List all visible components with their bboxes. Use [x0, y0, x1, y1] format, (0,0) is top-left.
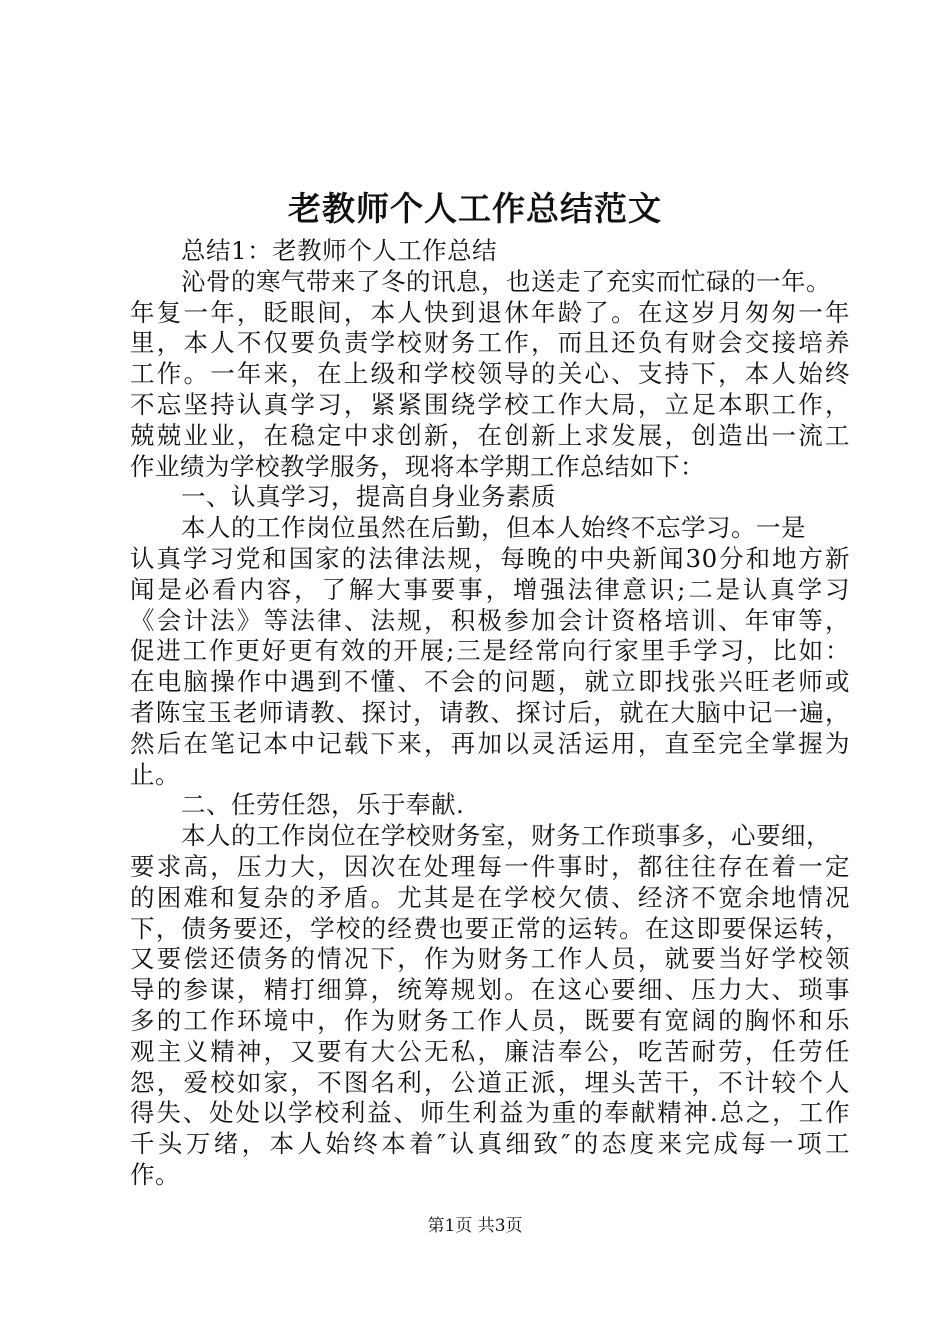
- text-line: 又要偿还债务的情况下，作为财务工作人员，就要当好学校领: [130, 944, 850, 974]
- text-line: 兢兢业业，在稳定中求创新，在创新上求发展，创造出一流工: [130, 420, 850, 450]
- text-line: 总结1：老教师个人工作总结: [181, 236, 498, 265]
- text-line: 《会计法》等法律、法规，积极参加会计资格培训、年审等，: [130, 605, 850, 635]
- text-line: 不忘坚持认真学习，紧紧围绕学校工作大局，立足本职工作，: [130, 389, 850, 419]
- document-body: [130, 236, 850, 1191]
- text-line: 二、任劳任怨，乐于奉献.: [181, 790, 465, 820]
- text-line: 怨，爱校如家，不图名利，公道正派，埋头苦干，不计较个人: [130, 1067, 850, 1097]
- text-line: 然后在笔记本中记载下来，再加以灵活运用，直至完全掌握为: [130, 728, 850, 758]
- text-line: 导的参谋，精打细算，统筹规划。在这心要细、压力大、琐事: [130, 975, 850, 1005]
- text-line: 止。: [130, 759, 180, 789]
- text-line: 多的工作环境中，作为财务工作人员，既要有宽阔的胸怀和乐: [130, 1005, 850, 1035]
- text-line: 本人的工作岗位在学校财务室，财务工作琐事多，心要细，: [181, 821, 831, 851]
- text-line: 在电脑操作中遇到不懂、不会的问题，就立即找张兴旺老师或: [130, 667, 850, 697]
- text-line: 作业绩为学校教学服务，现将本学期工作总结如下：: [130, 451, 705, 481]
- text-line: 年复一年，眨眼间，本人快到退休年龄了。在这岁月匆匆一年: [130, 297, 850, 327]
- text-line: 促进工作更好更有效的开展;三是经常向行家里手学习，比如：: [130, 636, 850, 666]
- text-line: 要求高，压力大，因次在处理每一件事时，都往往存在着一定: [130, 851, 850, 881]
- page-footer: 第1页 共3页: [427, 1216, 523, 1236]
- text-line: 认真学习党和国家的法律法规，每晚的中央新闻30分和地方新: [130, 543, 850, 573]
- text-line: 作。: [130, 1159, 180, 1189]
- text-line: 得失、处处以学校利益、师生利益为重的奉献精神.总之，工作: [130, 1098, 850, 1128]
- text-line: 下，债务要还，学校的经费也要正常的运转。在这即要保运转，: [130, 913, 850, 943]
- text-line: 一、认真学习，提高自身业务素质: [181, 482, 556, 512]
- text-line: 千头万绪，本人始终本着″认真细致″的态度来完成每一项工: [130, 1129, 850, 1159]
- document-title: 老教师个人工作总结范文: [288, 189, 662, 228]
- text-line: 闻是必看内容，了解大事要事，增强法律意识;二是认真学习: [130, 574, 850, 604]
- text-line: 本人的工作岗位虽然在后勤，但本人始终不忘学习。一是: [181, 513, 806, 543]
- text-line: 观主义精神，又要有大公无私，廉洁奉公，吃苦耐劳，任劳任: [130, 1036, 850, 1066]
- text-line: 的困难和复杂的矛盾。尤其是在学校欠债、经济不宽余地情况: [130, 882, 850, 912]
- text-line: 沁骨的寒气带来了冬的讯息，也送走了充实而忙碌的一年。: [181, 266, 831, 296]
- text-line: 工作。一年来，在上级和学校领导的关心、支持下，本人始终: [130, 359, 850, 389]
- text-line: 者陈宝玉老师请教、探讨，请教、探讨后，就在大脑中记一遍，: [130, 697, 850, 727]
- text-line: 里，本人不仅要负责学校财务工作，而且还负有财会交接培养: [130, 328, 850, 358]
